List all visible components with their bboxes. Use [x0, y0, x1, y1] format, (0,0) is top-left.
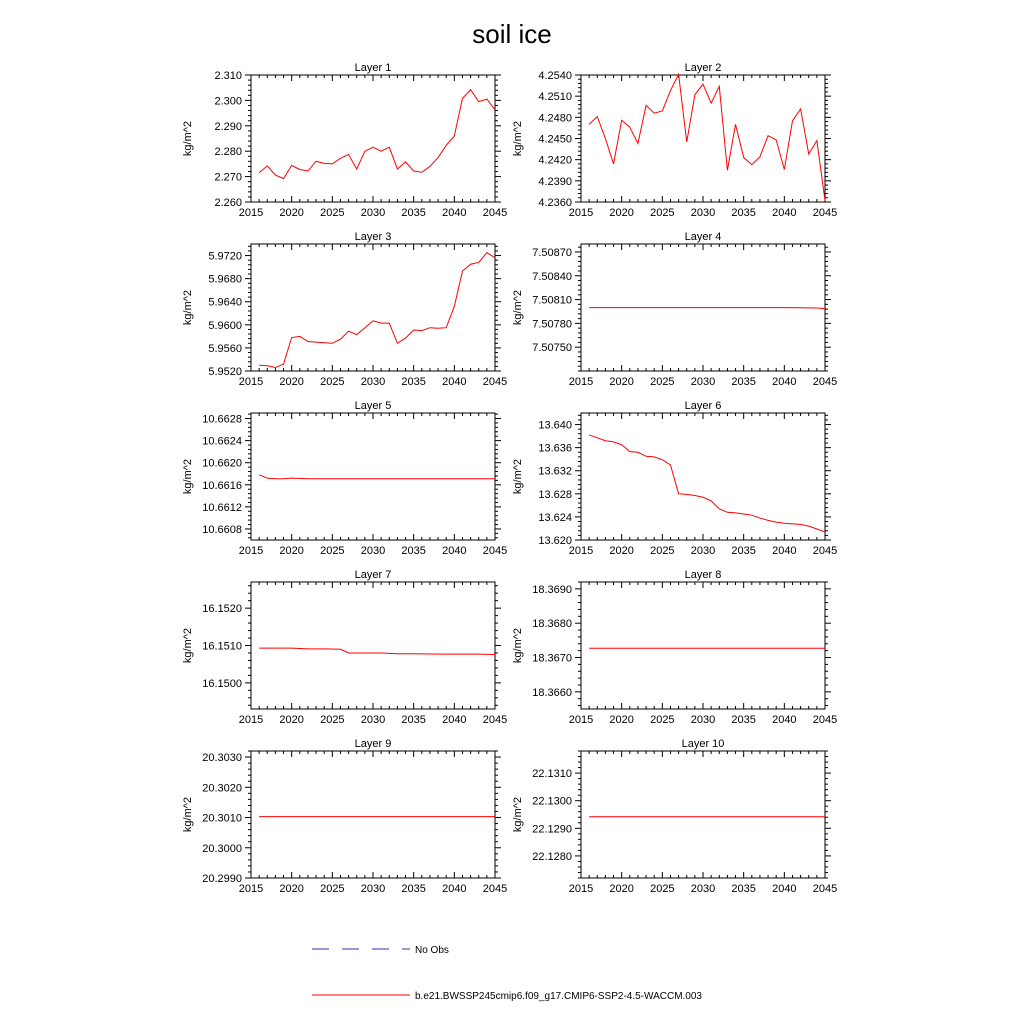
- y-tick-label: 4.2360: [538, 197, 572, 209]
- x-tick-label: 2025: [650, 376, 675, 388]
- x-tick-label: 2040: [772, 207, 797, 219]
- plot-frame: [251, 413, 495, 540]
- y-axis-label: kg/m^2: [182, 796, 194, 833]
- x-tick-label: 2045: [482, 714, 508, 726]
- panel-title: Layer 5: [354, 400, 392, 412]
- x-tick-label: 2025: [320, 883, 345, 895]
- plot-frame: [581, 582, 825, 709]
- y-axis-label: kg/m^2: [512, 458, 524, 495]
- series-line-model: [589, 435, 825, 532]
- x-tick-label: 2030: [690, 207, 716, 219]
- y-tick-label: 7.50780: [532, 318, 572, 331]
- y-tick-label: 2.300: [214, 95, 242, 108]
- y-tick-label: 2.290: [214, 120, 242, 133]
- x-tick-label: 2015: [568, 376, 594, 388]
- y-tick-label: 4.2450: [538, 133, 572, 146]
- x-tick-label: 2030: [690, 376, 716, 388]
- x-tick-label: 2045: [812, 714, 838, 726]
- y-tick-label: 10.6620: [202, 457, 242, 470]
- x-tick-label: 2035: [731, 714, 756, 726]
- x-tick-label: 2025: [650, 714, 675, 726]
- y-tick-label: 22.1310: [532, 768, 572, 781]
- y-tick-label: 4.2480: [538, 112, 572, 125]
- y-axis-label: kg/m^2: [182, 120, 194, 157]
- y-axis-label: kg/m^2: [182, 289, 194, 326]
- series-line-model: [589, 74, 825, 200]
- panel-title: Layer 7: [354, 569, 392, 581]
- x-tick-label: 2035: [401, 207, 426, 219]
- x-tick-label: 2015: [568, 545, 594, 557]
- y-tick-label: 13.640: [538, 419, 572, 432]
- panel-title: Layer 2: [684, 62, 722, 74]
- y-tick-label: 2.270: [214, 171, 242, 184]
- x-tick-label: 2045: [482, 883, 508, 895]
- x-tick-label: 2015: [568, 207, 594, 219]
- x-tick-label: 2020: [609, 376, 634, 388]
- x-tick-label: 2045: [812, 376, 838, 388]
- panel-layer-2: [512, 62, 837, 219]
- y-tick-label: 10.6628: [202, 413, 242, 426]
- y-tick-label: 5.9720: [208, 250, 242, 263]
- x-tick-label: 2045: [812, 207, 838, 219]
- y-tick-label: 4.2390: [538, 175, 572, 188]
- x-tick-label: 2045: [812, 545, 838, 557]
- series-line-model: [589, 308, 825, 309]
- y-tick-label: 18.3670: [532, 652, 572, 665]
- figure-title: soil ice: [472, 19, 552, 49]
- x-tick-label: 2035: [731, 545, 756, 557]
- y-tick-label: 5.9560: [208, 342, 242, 355]
- x-tick-label: 2020: [279, 207, 304, 219]
- panel-layer-5: [182, 400, 507, 557]
- y-tick-label: 13.636: [538, 442, 572, 455]
- y-tick-label: 10.6616: [202, 479, 242, 492]
- series-line-model: [259, 90, 495, 179]
- x-tick-label: 2020: [279, 714, 304, 726]
- panel-title: Layer 10: [681, 738, 725, 750]
- x-tick-label: 2040: [442, 376, 467, 388]
- y-tick-label: 7.50810: [532, 294, 572, 307]
- x-tick-label: 2020: [279, 883, 304, 895]
- x-tick-label: 2015: [238, 714, 264, 726]
- legend-model-label: b.e21.BWSSP245cmip6.f09_g17.CMIP6-SSP2-4.5-WACCM.003: [415, 991, 702, 1002]
- x-tick-label: 2045: [482, 376, 508, 388]
- y-axis-label: kg/m^2: [512, 289, 524, 326]
- y-tick-label: 2.310: [214, 70, 242, 82]
- y-tick-label: 20.3030: [202, 752, 242, 765]
- x-tick-label: 2035: [731, 376, 756, 388]
- series-line-model: [259, 475, 495, 479]
- y-tick-label: 22.1280: [532, 850, 572, 863]
- x-tick-label: 2035: [401, 545, 426, 557]
- y-tick-label: 2.260: [214, 197, 242, 209]
- panel-title: Layer 9: [354, 738, 392, 750]
- panel-title: Layer 6: [684, 400, 722, 412]
- y-tick-label: 2.280: [214, 146, 242, 159]
- x-tick-label: 2030: [360, 545, 386, 557]
- y-tick-label: 4.2420: [538, 154, 572, 167]
- x-tick-label: 2025: [650, 545, 675, 557]
- x-tick-label: 2025: [650, 883, 675, 895]
- y-tick-label: 18.3690: [532, 583, 572, 596]
- y-tick-label: 10.6612: [202, 501, 242, 514]
- x-tick-label: 2025: [320, 714, 345, 726]
- y-tick-label: 13.628: [538, 488, 572, 501]
- x-tick-label: 2040: [772, 883, 797, 895]
- y-tick-label: 10.6624: [202, 435, 242, 448]
- y-tick-label: 22.1290: [532, 823, 572, 836]
- y-axis-label: kg/m^2: [182, 627, 194, 664]
- x-tick-label: 2040: [772, 714, 797, 726]
- x-tick-label: 2015: [568, 714, 594, 726]
- x-tick-label: 2035: [401, 714, 426, 726]
- panel-title: Layer 1: [354, 62, 392, 74]
- y-tick-label: 13.624: [538, 511, 572, 524]
- y-tick-label: 13.632: [538, 465, 572, 478]
- y-axis-label: kg/m^2: [512, 627, 524, 664]
- y-tick-label: 16.1510: [202, 640, 242, 653]
- y-tick-label: 4.2540: [538, 70, 572, 82]
- x-tick-label: 2015: [238, 207, 264, 219]
- y-tick-label: 7.50840: [532, 270, 572, 283]
- x-tick-label: 2020: [609, 545, 634, 557]
- x-tick-label: 2030: [360, 883, 386, 895]
- panel-layer-8: [512, 569, 837, 726]
- x-tick-label: 2040: [442, 883, 467, 895]
- y-tick-label: 5.9640: [208, 296, 242, 309]
- y-axis-label: kg/m^2: [512, 120, 524, 157]
- y-tick-label: 16.1520: [202, 603, 242, 616]
- x-tick-label: 2015: [568, 883, 594, 895]
- panel-layer-1: [182, 62, 507, 219]
- x-tick-label: 2020: [609, 207, 634, 219]
- plot-frame: [581, 75, 825, 202]
- y-tick-label: 4.2510: [538, 91, 572, 104]
- x-tick-label: 2025: [650, 207, 675, 219]
- series-line-model: [259, 648, 495, 654]
- plot-frame: [251, 751, 495, 878]
- x-tick-label: 2015: [238, 545, 264, 557]
- panel-title: Layer 4: [684, 231, 722, 243]
- x-tick-label: 2040: [442, 714, 467, 726]
- x-tick-label: 2030: [690, 714, 716, 726]
- x-tick-label: 2015: [238, 376, 264, 388]
- panel-layer-6: [512, 400, 837, 557]
- y-tick-label: 16.1500: [202, 677, 242, 690]
- x-tick-label: 2035: [401, 883, 426, 895]
- plot-frame: [581, 751, 825, 878]
- panel-layer-7: [182, 569, 507, 726]
- plot-frame: [251, 75, 495, 202]
- panels: [182, 62, 837, 895]
- x-tick-label: 2020: [609, 883, 634, 895]
- x-tick-label: 2045: [482, 207, 508, 219]
- panel-layer-10: [512, 738, 837, 895]
- y-tick-label: 7.50750: [532, 342, 572, 355]
- x-tick-label: 2025: [320, 207, 345, 219]
- x-tick-label: 2020: [279, 376, 304, 388]
- x-tick-label: 2040: [442, 207, 467, 219]
- y-tick-label: 7.50870: [532, 246, 572, 259]
- series-line-model: [259, 253, 495, 368]
- y-tick-label: 20.2990: [202, 873, 242, 885]
- y-tick-label: 5.9600: [208, 319, 242, 332]
- x-tick-label: 2030: [360, 207, 386, 219]
- panel-layer-3: [182, 231, 507, 388]
- y-tick-label: 20.3020: [202, 782, 242, 795]
- plot-frame: [251, 582, 495, 709]
- x-tick-label: 2025: [320, 545, 345, 557]
- panel-layer-9: [182, 738, 507, 895]
- y-axis-label: kg/m^2: [182, 458, 194, 495]
- y-tick-label: 10.6608: [202, 523, 242, 536]
- panel-layer-4: [512, 231, 837, 388]
- y-tick-label: 5.9520: [208, 366, 242, 378]
- y-tick-label: 18.3680: [532, 618, 572, 631]
- legend: [312, 945, 702, 1002]
- x-tick-label: 2030: [360, 714, 386, 726]
- x-tick-label: 2045: [482, 545, 508, 557]
- panel-title: Layer 8: [684, 569, 722, 581]
- x-tick-label: 2025: [320, 376, 345, 388]
- x-tick-label: 2015: [238, 883, 264, 895]
- y-tick-label: 18.3660: [532, 686, 572, 699]
- y-tick-label: 22.1300: [532, 795, 572, 808]
- y-axis-label: kg/m^2: [512, 796, 524, 833]
- panel-title: Layer 3: [354, 231, 392, 243]
- x-tick-label: 2030: [690, 545, 716, 557]
- x-tick-label: 2045: [812, 883, 838, 895]
- y-tick-label: 20.3000: [202, 842, 242, 855]
- x-tick-label: 2030: [690, 883, 716, 895]
- x-tick-label: 2035: [731, 883, 756, 895]
- plot-frame: [581, 413, 825, 540]
- y-tick-label: 5.9680: [208, 273, 242, 286]
- x-tick-label: 2035: [401, 376, 426, 388]
- legend-obs-label: No Obs: [415, 945, 449, 956]
- x-tick-label: 2035: [731, 207, 756, 219]
- y-tick-label: 20.3010: [202, 812, 242, 825]
- x-tick-label: 2040: [772, 376, 797, 388]
- x-tick-label: 2040: [772, 545, 797, 557]
- x-tick-label: 2040: [442, 545, 467, 557]
- y-tick-label: 13.620: [538, 535, 572, 547]
- x-tick-label: 2030: [360, 376, 386, 388]
- x-tick-label: 2020: [609, 714, 634, 726]
- x-tick-label: 2020: [279, 545, 304, 557]
